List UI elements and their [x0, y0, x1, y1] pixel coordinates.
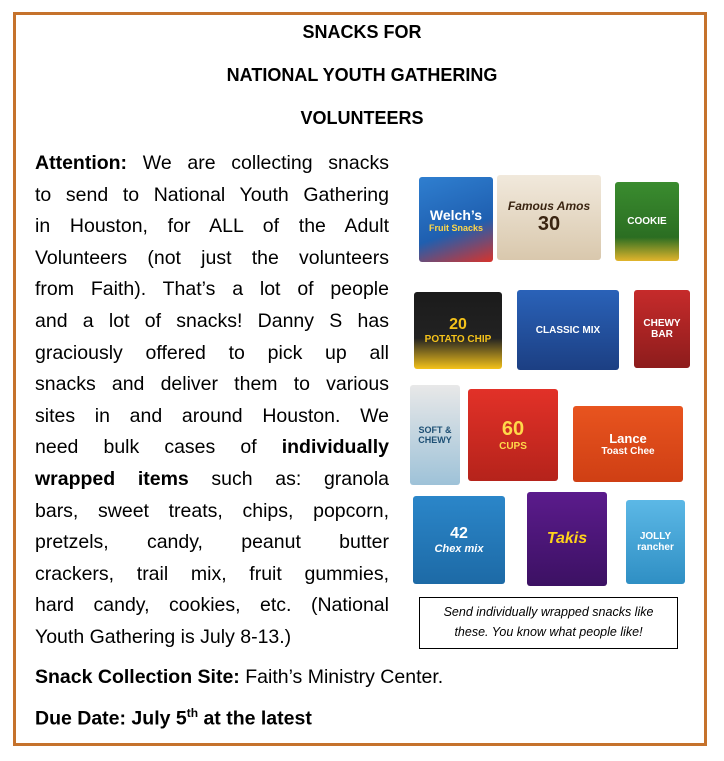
- title-line-1: SNACKS FOR: [302, 22, 422, 42]
- body-line: Youth Gathering is July 8-13.): [35, 625, 292, 648]
- body-line: hard candy, cookies, etc. (National: [35, 594, 389, 617]
- welchs-box-image: Welch’s Fruit Snacks: [419, 177, 493, 262]
- title-line-3: VOLUNTEERS: [300, 108, 424, 128]
- body-line: crackers, trail mix, fruit gummies,: [35, 562, 389, 585]
- body-line: Volunteers (not just the volunteers: [35, 246, 389, 269]
- cookie-box-image: COOKIE: [615, 182, 679, 261]
- due-date-tail: at the latest: [198, 707, 312, 730]
- takis-bag-image: Takis: [527, 492, 607, 586]
- due-date-line: [35, 706, 312, 731]
- collection-site-line: [35, 666, 443, 689]
- photo-caption: Send individually wrapped snacks like these. You know what people like!: [419, 597, 678, 649]
- pringles-box-image: 60 CUPS: [468, 389, 558, 481]
- collection-site-label: Snack Collection Site:: [35, 666, 240, 688]
- due-date-label: Due Date: July 5: [35, 707, 187, 730]
- attention-paragraph: [35, 148, 389, 654]
- body-line: Attention: We are collecting snacks: [35, 152, 389, 174]
- title-line-2: NATIONAL YOUTH GATHERING: [226, 65, 498, 85]
- body-line: wrapped items such as: granola: [35, 467, 389, 490]
- classic-mix-box-image: CLASSIC MIX: [517, 290, 619, 370]
- individually-emphasis: individually: [281, 436, 389, 459]
- wrapped-items-emphasis: wrapped items: [35, 467, 189, 490]
- body-line: bars, sweet treats, chips, popcorn,: [35, 499, 389, 522]
- body-line: and a lot of snacks! Danny S has: [35, 309, 389, 332]
- jolly-rancher-bag-image: JOLLY rancher: [626, 500, 685, 584]
- lance-box-image: Lance Toast Chee: [573, 406, 683, 482]
- potato-chip-box-image: 20 POTATO CHIP: [414, 292, 502, 369]
- soft-chewy-box-image: SOFT & CHEWY: [410, 385, 460, 485]
- body-line: need bulk cases of individually: [35, 436, 389, 459]
- body-line: sites in and around Houston. We: [35, 404, 389, 427]
- body-line: snacks and deliver them to various: [35, 373, 389, 396]
- famous-amos-box-image: Famous Amos 30: [497, 175, 601, 260]
- body-line: pretzels, candy, peanut butter: [35, 531, 389, 554]
- chex-mix-bag-image: 42 Chex mix: [413, 496, 505, 584]
- chewy-bar-box-image: CHEWY BAR: [634, 290, 690, 368]
- collection-site-value: Faith’s Ministry Center.: [239, 666, 444, 688]
- attention-label: Attention:: [35, 152, 128, 174]
- body-line: graciously offered to pick up all: [35, 341, 389, 364]
- body-line: to send to National Youth Gathering: [35, 183, 389, 206]
- body-line: in Houston, for ALL of the Adult: [35, 215, 389, 238]
- due-date-suffix: th: [186, 706, 199, 720]
- body-line: from Faith). That’s a lot of people: [35, 278, 389, 301]
